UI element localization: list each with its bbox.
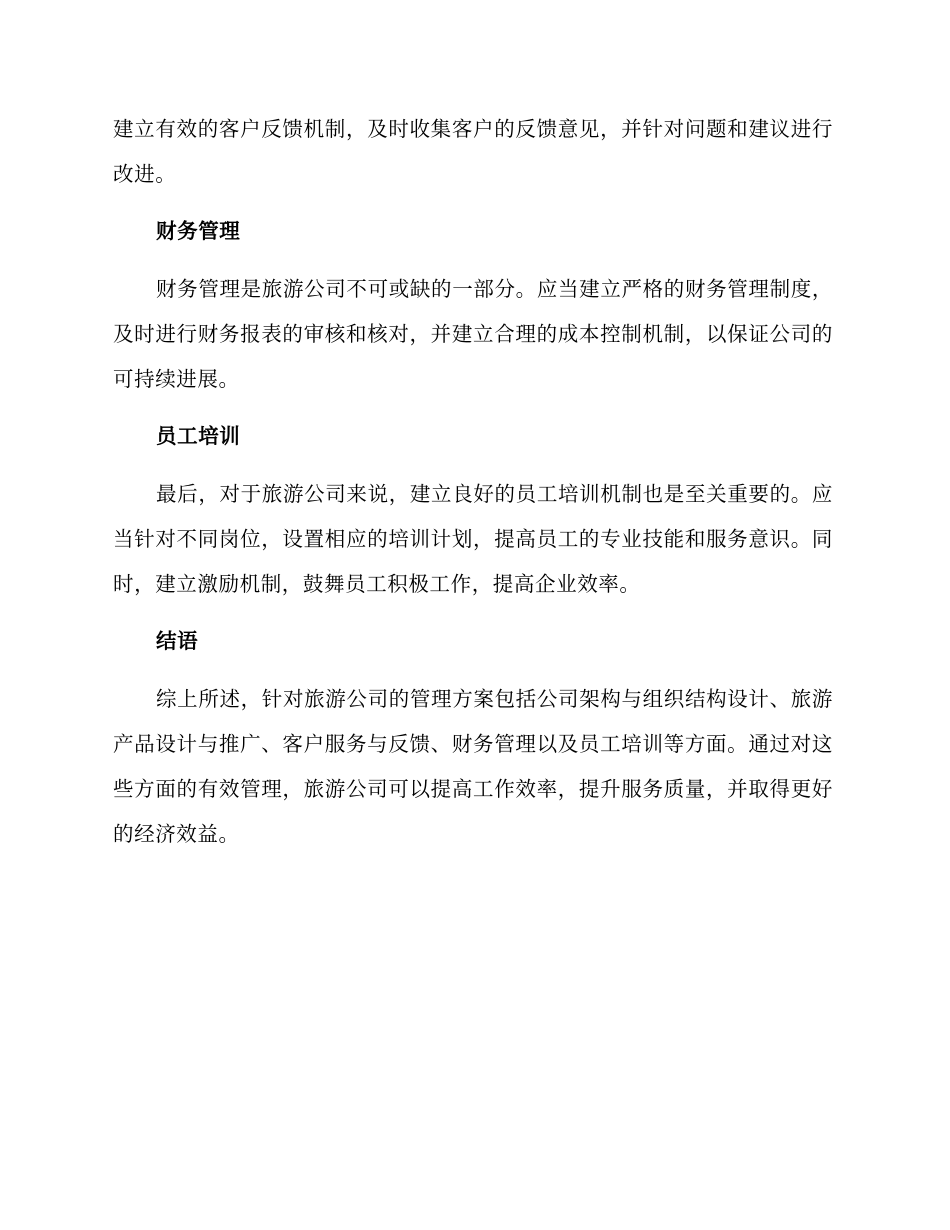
conclusion-heading: 结语 <box>156 629 199 653</box>
feedback-continuation-paragraph: 建立有效的客户反馈机制，及时收集客户的反馈意见，并针对问题和建议进行改进。 <box>113 117 833 186</box>
finance-heading: 财务管理 <box>156 219 241 243</box>
document-page <box>113 107 833 857</box>
training-paragraph: 最后，对于旅游公司来说，建立良好的员工培训机制也是至关重要的。应当针对不同岗位，设置相应的培训计划，提高员工的专业技能和服务意识。同时，建立激励机制，鼓舞员工积极工作，提高企业效率。 <box>113 482 833 596</box>
conclusion-paragraph: 综上所述，针对旅游公司的管理方案包括公司架构与组织结构设计、旅游产品设计与推广、客户服务与反馈、财务管理以及员工培训等方面。通过对这些方面的有效管理，旅游公司可以提高工作效率，提升服务质量，并取得更好的经济效益。 <box>113 687 833 846</box>
finance-paragraph: 财务管理是旅游公司不可或缺的一部分。应当建立严格的财务管理制度，及时进行财务报表的审核和核对，并建立合理的成本控制机制，以保证公司的可持续进展。 <box>113 277 833 391</box>
training-heading: 员工培训 <box>156 424 241 448</box>
